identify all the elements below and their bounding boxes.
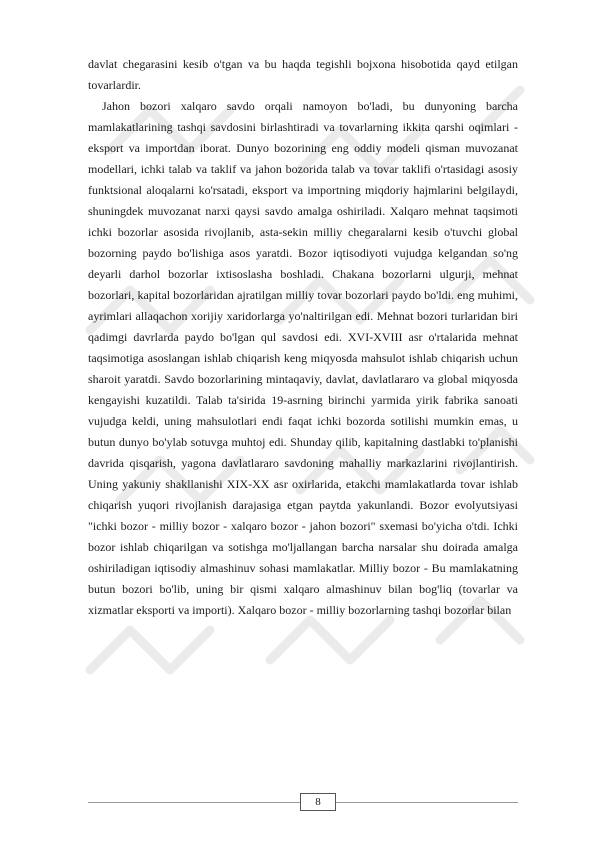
body-text [88,54,518,621]
watermark-stroke [90,630,210,670]
paragraph-jahon-bozori: Jahon bozori xalqaro savdo orqali namoyon bo'ladi, bu dunyoning barcha mamlakatlarining tashqi savdosini birlashtiradi va tovarlarning ikkita qarshi oqimlari - eksport va importdan iborat. Dunyo bozorining eng oddiy modeli qisman muvozanat modellari, ichki talab va taklif va jahon bozorida talab va tovar taklifi o'rtasidagi asosiy funktsional aloqalarni ko'rsatadi, eksport va importning miqdoriy hajmlarini belgilaydi, shuningdek muvozanat narxi qaysi savdo amalga oshiriladi. Xalqaro mehnat taqsimoti ichki bozorlar asosida rivojlanib, asta-sekin milliy chegaralarni kesib o'tuvchi global bozorning paydo bo'lishiga asos yaratdi. Bozor iqtisodiyoti vujudga kelgandan so'ng deyarli darhol bozorlar ixtisoslasha boshladi. Chakana bozorlarni ulgurji, mehnat bozorlari, kapital bozorlaridan ajratilgan milliy tovar bozorlari paydo bo'ldi. eng muhimi, ayrimlari allaqachon xorijiy xaridorlarga yo'naltirilgan edi. Mehnat bozori turlaridan biri qadimgi davrlarda paydo bo'lgan qul savdosi edi. XVI-XVIII asr o'rtalarida mehnat taqsimotiga asoslangan ishlab chiqarish keng miqyosda mahsulot ishlab chiqarish uchun sharoit yaratdi. Savdo bozorlarining mintaqaviy, davlat, davlatlararo va global miqyosda kengayishi kuzatildi. Talab ta'sirida 19-asrning birinchi yarmida yirik fabrika sanoati vujudga keldi, uning mahsulotlari endi faqat ichki bozorda sotilishi mumkin emas, u butun dunyo bo'ylab sotuvga muhtoj edi. Shunday qilib, kapitalning dastlabki to'planishi davrida qisqarish, yagona davlatlararo savdoning mahalliy markazlarini rivojlantirish. Uning yakuniy shakllanishi XIX-XX asr oxirlarida, etakchi mamlakatlarda tovar ishlab chiqarish yuqori rivojlanish darajasiga etgan paytda yakunlandi. Bozor evolyutsiyasi "ichki bozor - milliy bozor - xalqaro bozor - jahon bozori" sxemasi bo'yicha o'tdi. Ichki bozor ishlab chiqarilgan va sotishga mo'ljallangan barcha narsalar shu doirada amalga oshiriladigan iqtisodiy almashinuv sohasi mamlakatlar. Milliy bozor - Bu mamlakatning butun bozori bo'lib, uning bir qismi xalqaro almashinuv bilan bog'liq (tovarlar va xizmatlar eksporti va importi). Xalqaro bozor - milliy bozorlarning tashqi bozorlar bilan [88,99,518,617]
paragraph-continued: davlat chegarasini kesib o'tgan va bu haqda tegishli bojxona hisobotida qayd etilgan tovarlardir. [88,57,518,92]
page-number: 8 [300,793,336,811]
watermark-stroke [270,620,390,660]
